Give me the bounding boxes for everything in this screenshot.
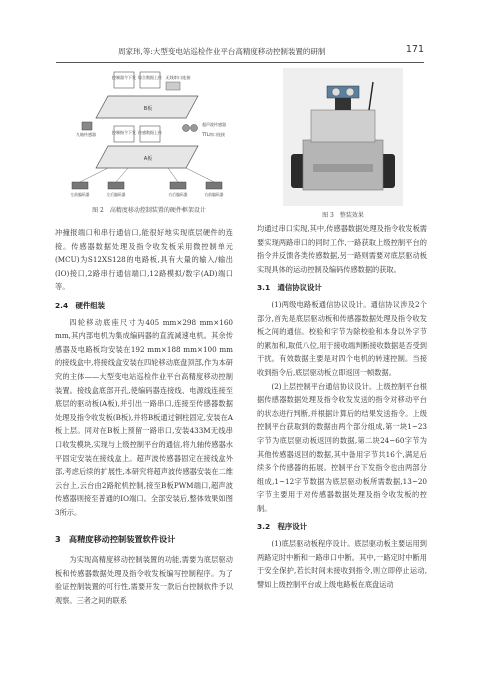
label-fusion: 综合数据上传 (138, 75, 162, 80)
encoder-left-rear-icon (108, 182, 124, 189)
hardware-framework-diagram (68, 70, 228, 206)
figure2-caption: 图 2 高精度移动控制装置的硬件框架设计 (92, 207, 206, 214)
wireless-module-icon (166, 82, 180, 90)
label-sensor-up: 传感数据上传 (138, 130, 162, 135)
label-board-b: B板 (143, 106, 153, 112)
label-nine-axis: 九轴传感器 (76, 132, 96, 137)
encoder-right-front-icon (206, 182, 222, 189)
right-paragraph-1: 均通过串口实现,其中,传感器数据处理及指令收发板需要实现两路串口的同时工作,一路获取上级控制平台的指令并反馈各类传感数据,另一路则需要对底层驱动板实现具体的运动控制及编码传感数据的获取。 (257, 224, 427, 274)
robot-photo (283, 68, 403, 206)
encoder-right-rear-icon (170, 182, 186, 189)
running-header (56, 46, 424, 63)
label-enc-lr: 左后编码器 (106, 192, 126, 197)
header-title: 周家玮,等:大型变电站巡检作业平台高精度移动控制装置的研制 (118, 47, 326, 56)
left-paragraph-2: 四轮移动底座尺寸为405 mm×298 mm×160 mm,其内部电机为集成编码器的直流减速电机。其余传感器及电路板均安装在192 mm×188 mm×100 mm的接线盒中,将接线盒安装在四轮移动底盘顶部,作为本研究的主体——大型变电站巡检作业平台高精度移动控制装置。接线盒底部开孔,使编码器连接线、电源线连接至底层的驱动板(A板),并引出一路串口,连接至传感器数据处理及指令收发板(B板),并将B板通过铜柱固定,安装在A板上层。同对在B板上预留一路串口,安装433M无线串口收发模块,实现与上级控制平台的通信,将九轴传感器水平固定安装在接线盒上。超声波传感器固定在接线盒外部,考虑后续的扩展性,本研究将超声波传感器安装在二维云台上,云台由2路舵机控制,接至B板PWM端口,超声波传感器则接至普通的IO端口。全部安装后,整体效果如图3所示。 (55, 317, 233, 517)
right-column (257, 222, 427, 591)
section-3-2-heading: 3.2 程序设计 (257, 522, 308, 532)
label-wireless-port: 无线串口连接 (165, 75, 191, 80)
label-enc-lf: 左前编码器 (70, 192, 90, 197)
label-ttl-port: TTL串口连接 (202, 132, 226, 137)
junction-box (311, 110, 375, 142)
page-number: 171 (405, 44, 424, 55)
label-control-board: 控制器令下发 (112, 75, 136, 80)
figure3-caption: 图 3 整装效果 (322, 212, 364, 219)
left-paragraph-1: 冲撞报端口和串行通信口,能很好地实现底层硬件的连接。传感器数据处理及指令收发板采用微控制单元(MCU)为S12XS128的电路板,具有大量的输入/输出(IO)接口,2路串行通信端口,12路模拟/数字(AD)端口等。 (55, 228, 233, 292)
ultrasonic-sensor-icon (183, 125, 190, 132)
encoder-left-front-icon (72, 182, 88, 189)
left-column (55, 226, 233, 607)
section-2-4-heading: 2.4 硬件组装 (55, 300, 106, 310)
label-enc-rr: 右后编码器 (168, 192, 188, 197)
label-ctrl-down: 控制指令下发 (112, 130, 136, 135)
gimbal (335, 98, 351, 110)
label-ultrasonic: 超声波传感器 (202, 122, 226, 127)
section-3-heading: 3 高精度移动控制装置软件设计 (55, 534, 176, 545)
label-board-a: A板 (143, 156, 153, 162)
section-3-1-heading: 3.1 通信协议设计 (257, 283, 322, 293)
right-paragraph-2: (1)两级电路板通信协议设计。通信协议涉及2个部分,首先是底层驱动板和传感器数据处理及指令收发板之间的通信。校验和字节为除校验和本身以外字节的累加和,取低八位,用于接收端判断接收数据是否受到干扰。有效数据主要是对四个电机的转速控制。当接收到指令后,底层驱动板立即返回一帧数据。 (257, 299, 427, 377)
right-paragraph-3: (2)上层控制平台通信协议设计。上级控制平台根据传感器数据处理及指令收发发送的指令对移动平台的状态进行判断,并根据计算后的结果发送指令。上级控制平台获取到的数据由两个部分组成,第一块1~23字节为底层驱动板返回的数据,第二块24~60字节为其他传感器返回的数据,其中备用字节共16个,满足后续多个传感器的拓展。控制平台下发指令也由两部分组成,1~12字节数据为底层驱动板所需数据,13~20字节主要用于对传感器数据处理及指令收发板的控制。 (257, 381, 427, 513)
left-paragraph-3: 为实现高精度移动控制装置的功能,需要为底层驱动板和传感器数据处理及指令收发板编写控制程序。为了验证控制装置的可行性,需要开发一款后台控制软件予以观察。三者之间的联系 (55, 555, 233, 605)
right-paragraph-4: (1)底层驱动板程序设计。底层驱动板主要运用到两路定时中断和一路串口中断。其中,一路定时中断用于安全保护,若长时间未接收到指令,则立即停止运动,譬如上级控制平台或上级电路板在底盘运动 (257, 539, 427, 589)
label-enc-rf: 右前编码器 (204, 192, 224, 197)
nine-axis-sensor-icon (82, 122, 92, 130)
